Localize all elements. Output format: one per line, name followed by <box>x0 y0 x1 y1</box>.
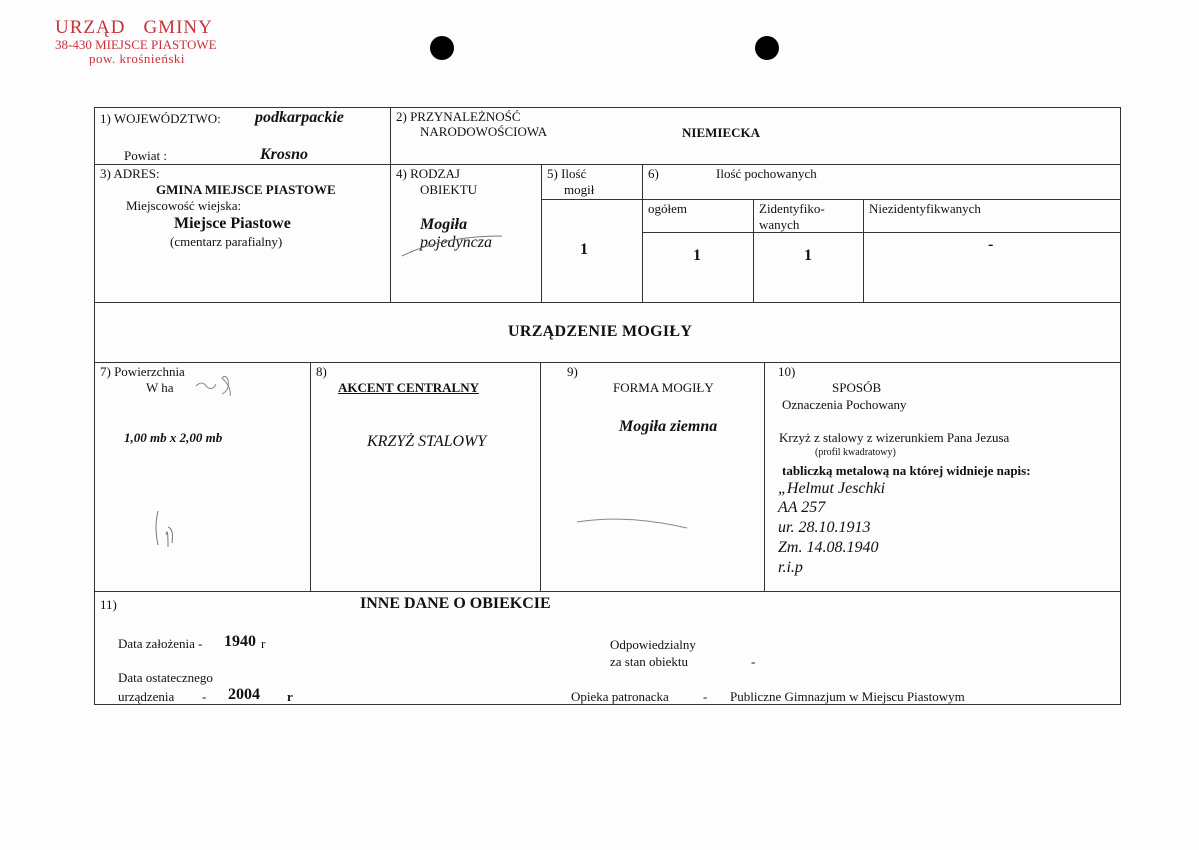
last-arrangement-dash: - <box>202 689 207 704</box>
object-type-label-2: OBIEKTU <box>420 182 478 197</box>
punch-hole-right <box>755 36 779 60</box>
patronage-label: Opieka patronacka <box>571 689 669 704</box>
marking-label: 10) <box>778 364 796 379</box>
founding-date-value: 1940 <box>224 633 256 650</box>
grave-form-title: FORMA MOGIŁY <box>613 380 714 395</box>
last-arrangement-label-1: Data ostatecznego <box>118 670 213 685</box>
buried-identified-header-1: Zidentyfiko- <box>759 201 825 216</box>
marking-title: SPOSÓB <box>832 380 882 395</box>
address-gmina: GMINA MIEJSCE PIASTOWE <box>156 182 336 197</box>
founding-date-label: Data założenia - <box>118 636 203 651</box>
locality-value: Miejsce Piastowe <box>174 215 291 232</box>
buried-unidentified-value: - <box>988 236 994 253</box>
buried-identified-value: 1 <box>804 247 812 264</box>
other-data-label: 11) <box>100 597 117 612</box>
central-accent-title: AKCENT CENTRALNY <box>338 380 479 395</box>
graves-count-label-2: mogił <box>564 182 595 197</box>
stamp-line2: 38-430 MIEJSCE PIASTOWE <box>55 36 217 52</box>
last-arrangement-unit: r <box>287 689 293 704</box>
county-value: Krosno <box>260 146 309 163</box>
pencil-stroke-grave-form <box>575 512 695 532</box>
office-stamp <box>55 18 217 65</box>
punch-hole-left <box>430 36 454 60</box>
responsible-label-2: za stan obiektu <box>610 654 688 669</box>
area-unit-label: W ha <box>146 380 174 395</box>
voivodeship-value: podkarpackie <box>255 109 344 126</box>
object-type-value-1: Mogiła <box>420 216 468 233</box>
stamp-line1b: GMINY <box>143 17 213 38</box>
graves-count-value: 1 <box>580 241 588 258</box>
buried-title: Ilość pochowanych <box>716 166 817 181</box>
voivodeship-label: 1) WOJEWÓDZTWO: <box>100 111 221 126</box>
central-accent-value: KRZYŻ STALOWY <box>367 433 487 450</box>
inscription-line-1: „Helmut Jeschki <box>778 480 886 497</box>
founding-date-unit: r <box>261 636 266 651</box>
object-type-label: 4) RODZAJ <box>396 166 460 181</box>
cemetery-note: (cmentarz parafialny) <box>170 234 283 249</box>
grave-arrangement-title: URZĄDZENIE MOGIŁY <box>508 323 693 340</box>
buried-total-header: ogółem <box>648 201 687 216</box>
pencil-scribble-area <box>190 370 250 400</box>
buried-total-value: 1 <box>693 247 701 264</box>
other-data-title: INNE DANE O OBIEKCIE <box>360 595 551 612</box>
stamp-line3: pow. krośnieński <box>89 50 185 66</box>
marking-subtitle: Oznaczenia Pochowany <box>782 397 907 412</box>
address-label: 3) ADRES: <box>100 166 160 181</box>
object-type-value-2: pojedyncza <box>420 234 492 251</box>
buried-label-num: 6) <box>648 166 659 181</box>
area-label: 7) Powierzchnia <box>100 364 185 379</box>
locality-label: Miejscowość wiejska: <box>126 198 242 213</box>
marking-description: Krzyż z stalowy z wizerunkiem Pana Jezusa <box>779 430 1010 445</box>
last-arrangement-label-2: urządzenia <box>118 689 175 704</box>
patronage-dash: - <box>703 689 708 704</box>
buried-unidentified-header: Niezidentyfikwanych <box>869 201 981 216</box>
nationality-value: NIEMIECKA <box>682 125 761 140</box>
central-accent-label: 8) <box>316 364 327 379</box>
nationality-label-2: NARODOWOŚCIOWA <box>420 124 548 139</box>
responsible-value: - <box>751 654 756 669</box>
inscription-line-2: AA 257 <box>778 499 826 516</box>
grave-form-value: Mogiła ziemna <box>619 418 718 435</box>
inscription-line-4: Zm. 14.08.1940 <box>778 539 879 556</box>
marking-plate: tabliczką metalową na której widnieje napis: <box>782 463 1031 478</box>
stamp-line1a: URZĄD <box>55 17 126 38</box>
marking-description-small: (profil kwadratowy) <box>815 447 896 458</box>
inscription-line-5: r.i.p <box>778 559 803 576</box>
county-label: Powiat : <box>124 148 167 163</box>
graves-count-label: 5) Ilość <box>547 166 587 181</box>
responsible-label-1: Odpowiedzialny <box>610 637 696 652</box>
pencil-scribble-mark <box>150 505 180 550</box>
grave-form-label: 9) <box>567 364 578 379</box>
inscription-line-3: ur. 28.10.1913 <box>778 519 871 536</box>
last-arrangement-value: 2004 <box>228 686 260 703</box>
area-value: 1,00 mb x 2,00 mb <box>124 430 223 445</box>
patronage-value: Publiczne Gimnazjum w Miejscu Piastowym <box>730 689 965 704</box>
buried-identified-header-2: wanych <box>759 217 800 232</box>
nationality-label: 2) PRZYNALEŻNOŚĆ <box>396 109 521 124</box>
pencil-stroke-object-type <box>400 230 510 260</box>
